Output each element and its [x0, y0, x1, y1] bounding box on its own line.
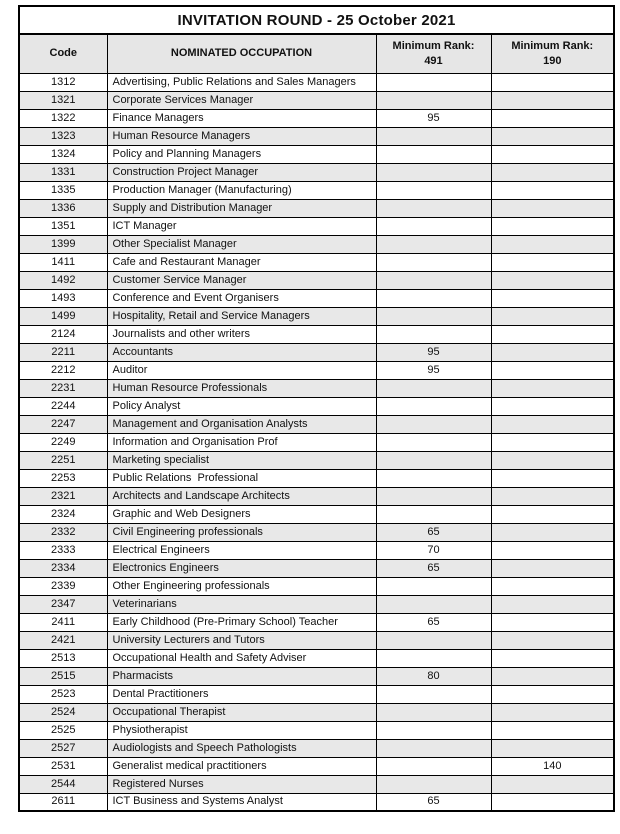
column-header-minimum-rank-491 [376, 34, 491, 73]
minimum-rank-190-cell [491, 613, 614, 631]
minimum-rank-190-cell [491, 127, 614, 145]
occupation-cell: Dental Practitioners [107, 685, 376, 703]
code-cell: 2212 [19, 361, 107, 379]
code-cell: 2339 [19, 577, 107, 595]
minimum-rank-190-cell [491, 577, 614, 595]
table-row [19, 451, 614, 469]
minimum-rank-190-cell [491, 595, 614, 613]
occupation-cell: Human Resource Managers [107, 127, 376, 145]
minimum-rank-190-cell [491, 163, 614, 181]
occupation-cell: Journalists and other writers [107, 325, 376, 343]
occupation-cell: Corporate Services Manager [107, 91, 376, 109]
minimum-rank-491-cell: 65 [376, 613, 491, 631]
table-row [19, 523, 614, 541]
table-row [19, 181, 614, 199]
minimum-rank-190-cell [491, 793, 614, 811]
minimum-rank-491-cell: 65 [376, 523, 491, 541]
minimum-rank-190-cell [491, 343, 614, 361]
table-row [19, 361, 614, 379]
minimum-rank-491-cell [376, 595, 491, 613]
occupation-cell: University Lecturers and Tutors [107, 631, 376, 649]
minimum-rank-491-cell [376, 289, 491, 307]
occupation-cell: Occupational Therapist [107, 703, 376, 721]
occupation-cell: Cafe and Restaurant Manager [107, 253, 376, 271]
minimum-rank-491-cell: 95 [376, 361, 491, 379]
minimum-rank-190-label: Minimum Rank: [511, 39, 594, 52]
minimum-rank-190-cell [491, 649, 614, 667]
occupation-cell: Human Resource Professionals [107, 379, 376, 397]
minimum-rank-491-cell: 95 [376, 343, 491, 361]
table-row [19, 271, 614, 289]
code-cell: 2544 [19, 775, 107, 793]
minimum-rank-190-cell [491, 91, 614, 109]
occupation-cell: Audiologists and Speech Pathologists [107, 739, 376, 757]
code-cell: 1331 [19, 163, 107, 181]
minimum-rank-190-cell [491, 379, 614, 397]
code-cell: 2333 [19, 541, 107, 559]
occupation-cell: Electronics Engineers [107, 559, 376, 577]
table-row [19, 757, 614, 775]
table-row [19, 739, 614, 757]
occupation-cell: Policy and Planning Managers [107, 145, 376, 163]
occupation-cell: Other Engineering professionals [107, 577, 376, 595]
minimum-rank-190-cell [491, 721, 614, 739]
minimum-rank-491-cell [376, 469, 491, 487]
minimum-rank-190-cell [491, 631, 614, 649]
code-cell: 2124 [19, 325, 107, 343]
minimum-rank-491-cell [376, 757, 491, 775]
table-row [19, 505, 614, 523]
occupation-cell: Customer Service Manager [107, 271, 376, 289]
code-cell: 2515 [19, 667, 107, 685]
table-row [19, 775, 614, 793]
minimum-rank-491-cell [376, 631, 491, 649]
code-cell: 2527 [19, 739, 107, 757]
table-row [19, 559, 614, 577]
minimum-rank-190-cell [491, 559, 614, 577]
code-cell: 2523 [19, 685, 107, 703]
minimum-rank-491-cell [376, 325, 491, 343]
occupation-cell: Early Childhood (Pre-Primary School) Teacher [107, 613, 376, 631]
code-cell: 1351 [19, 217, 107, 235]
minimum-rank-491-cell [376, 199, 491, 217]
minimum-rank-190-cell [491, 361, 614, 379]
minimum-rank-190-cell [491, 289, 614, 307]
minimum-rank-491-cell [376, 73, 491, 91]
table-row [19, 163, 614, 181]
code-cell: 2251 [19, 451, 107, 469]
minimum-rank-190-cell [491, 667, 614, 685]
minimum-rank-190-cell [491, 325, 614, 343]
occupation-cell: Management and Organisation Analysts [107, 415, 376, 433]
occupation-cell: ICT Business and Systems Analyst [107, 793, 376, 811]
table-row [19, 721, 614, 739]
table-row [19, 199, 614, 217]
code-cell: 2421 [19, 631, 107, 649]
minimum-rank-491-cell [376, 451, 491, 469]
table-row [19, 487, 614, 505]
minimum-rank-190-cell [491, 307, 614, 325]
table-row [19, 217, 614, 235]
invitation-round-table [18, 5, 615, 812]
code-cell: 2324 [19, 505, 107, 523]
occupation-cell: ICT Manager [107, 217, 376, 235]
title-row [19, 6, 614, 34]
code-cell: 1324 [19, 145, 107, 163]
minimum-rank-190-cell [491, 505, 614, 523]
minimum-rank-190-cell [491, 73, 614, 91]
occupation-cell: Veterinarians [107, 595, 376, 613]
minimum-rank-190-cell [491, 145, 614, 163]
table-row [19, 289, 614, 307]
minimum-rank-190-cell [491, 271, 614, 289]
table-row [19, 253, 614, 271]
table-row [19, 235, 614, 253]
occupation-cell: Marketing specialist [107, 451, 376, 469]
column-header-occupation: NOMINATED OCCUPATION [107, 34, 376, 73]
table-row [19, 343, 614, 361]
minimum-rank-190-cell [491, 415, 614, 433]
code-cell: 2247 [19, 415, 107, 433]
occupation-cell: Occupational Health and Safety Adviser [107, 649, 376, 667]
code-cell: 1492 [19, 271, 107, 289]
minimum-rank-491-cell [376, 505, 491, 523]
table-row [19, 469, 614, 487]
minimum-rank-491-cell [376, 649, 491, 667]
table-row [19, 379, 614, 397]
minimum-rank-491-cell [376, 433, 491, 451]
minimum-rank-491-cell [376, 235, 491, 253]
minimum-rank-491-cell [376, 127, 491, 145]
minimum-rank-491-cell: 70 [376, 541, 491, 559]
occupation-cell: Generalist medical practitioners [107, 757, 376, 775]
column-header-minimum-rank-190 [491, 34, 614, 73]
minimum-rank-491-cell [376, 145, 491, 163]
occupation-cell: Pharmacists [107, 667, 376, 685]
minimum-rank-491-label: Minimum Rank: [392, 39, 475, 52]
code-cell: 2524 [19, 703, 107, 721]
occupation-cell: Electrical Engineers [107, 541, 376, 559]
minimum-rank-190-cell [491, 397, 614, 415]
minimum-rank-190-cell [491, 685, 614, 703]
code-cell: 2411 [19, 613, 107, 631]
table-row [19, 649, 614, 667]
occupation-cell: Public Relations Professional [107, 469, 376, 487]
code-cell: 1411 [19, 253, 107, 271]
occupation-cell: Hospitality, Retail and Service Managers [107, 307, 376, 325]
occupation-cell: Other Specialist Manager [107, 235, 376, 253]
occupation-cell: Conference and Event Organisers [107, 289, 376, 307]
code-cell: 2244 [19, 397, 107, 415]
occupation-cell: Production Manager (Manufacturing) [107, 181, 376, 199]
occupation-cell: Policy Analyst [107, 397, 376, 415]
code-cell: 2231 [19, 379, 107, 397]
occupation-cell: Supply and Distribution Manager [107, 199, 376, 217]
table-row [19, 73, 614, 91]
minimum-rank-190-cell [491, 433, 614, 451]
table-row [19, 577, 614, 595]
code-cell: 2611 [19, 793, 107, 811]
minimum-rank-190-cell [491, 469, 614, 487]
minimum-rank-190-cell [491, 523, 614, 541]
occupation-cell: Graphic and Web Designers [107, 505, 376, 523]
minimum-rank-491-cell [376, 703, 491, 721]
table-row [19, 631, 614, 649]
code-cell: 2249 [19, 433, 107, 451]
minimum-rank-190-cell [491, 739, 614, 757]
minimum-rank-190-cell: 140 [491, 757, 614, 775]
table-row [19, 109, 614, 127]
table-row [19, 703, 614, 721]
minimum-rank-190-cell [491, 181, 614, 199]
occupation-cell: Architects and Landscape Architects [107, 487, 376, 505]
minimum-rank-190-number: 190 [543, 54, 562, 67]
table-row [19, 595, 614, 613]
minimum-rank-491-cell: 65 [376, 793, 491, 811]
code-cell: 2347 [19, 595, 107, 613]
minimum-rank-190-cell [491, 217, 614, 235]
table-row [19, 613, 614, 631]
minimum-rank-190-cell [491, 109, 614, 127]
occupation-cell: Finance Managers [107, 109, 376, 127]
code-cell: 2334 [19, 559, 107, 577]
code-cell: 2513 [19, 649, 107, 667]
code-cell: 1312 [19, 73, 107, 91]
minimum-rank-190-cell [491, 253, 614, 271]
minimum-rank-491-cell [376, 415, 491, 433]
minimum-rank-491-cell [376, 379, 491, 397]
code-cell: 2525 [19, 721, 107, 739]
code-cell: 1321 [19, 91, 107, 109]
minimum-rank-491-cell [376, 685, 491, 703]
code-cell: 2321 [19, 487, 107, 505]
minimum-rank-190-cell [491, 235, 614, 253]
code-cell: 1499 [19, 307, 107, 325]
table-row [19, 397, 614, 415]
minimum-rank-190-cell [491, 775, 614, 793]
minimum-rank-190-cell [491, 451, 614, 469]
minimum-rank-491-cell [376, 271, 491, 289]
minimum-rank-491-cell [376, 739, 491, 757]
minimum-rank-491-cell [376, 163, 491, 181]
minimum-rank-491-cell [376, 397, 491, 415]
table-row [19, 415, 614, 433]
occupation-cell: Civil Engineering professionals [107, 523, 376, 541]
occupation-cell: Auditor [107, 361, 376, 379]
code-cell: 1323 [19, 127, 107, 145]
minimum-rank-491-number: 491 [424, 54, 443, 67]
minimum-rank-491-cell [376, 91, 491, 109]
code-cell: 2531 [19, 757, 107, 775]
occupation-cell: Physiotherapist [107, 721, 376, 739]
occupation-cell: Construction Project Manager [107, 163, 376, 181]
minimum-rank-190-cell [491, 487, 614, 505]
code-cell: 1336 [19, 199, 107, 217]
occupation-cell: Registered Nurses [107, 775, 376, 793]
minimum-rank-491-cell: 80 [376, 667, 491, 685]
table-row [19, 307, 614, 325]
minimum-rank-491-cell [376, 217, 491, 235]
occupation-cell: Accountants [107, 343, 376, 361]
table-row [19, 685, 614, 703]
table-row [19, 433, 614, 451]
minimum-rank-491-cell [376, 307, 491, 325]
minimum-rank-190-cell [491, 703, 614, 721]
minimum-rank-491-cell: 95 [376, 109, 491, 127]
table-row [19, 541, 614, 559]
code-cell: 1335 [19, 181, 107, 199]
header-row [19, 34, 614, 73]
table-row [19, 325, 614, 343]
table-row [19, 127, 614, 145]
minimum-rank-190-cell [491, 541, 614, 559]
page-title: INVITATION ROUND - 25 October 2021 [19, 6, 614, 34]
minimum-rank-491-cell [376, 577, 491, 595]
occupation-rows [19, 73, 614, 811]
table-row [19, 91, 614, 109]
minimum-rank-190-cell [491, 199, 614, 217]
minimum-rank-491-cell [376, 487, 491, 505]
code-cell: 2332 [19, 523, 107, 541]
code-cell: 1322 [19, 109, 107, 127]
minimum-rank-491-cell [376, 181, 491, 199]
code-cell: 1493 [19, 289, 107, 307]
code-cell: 1399 [19, 235, 107, 253]
minimum-rank-491-cell: 65 [376, 559, 491, 577]
table-row [19, 145, 614, 163]
table-row [19, 667, 614, 685]
code-cell: 2211 [19, 343, 107, 361]
minimum-rank-491-cell [376, 775, 491, 793]
occupation-cell: Advertising, Public Relations and Sales Managers [107, 73, 376, 91]
code-cell: 2253 [19, 469, 107, 487]
minimum-rank-491-cell [376, 721, 491, 739]
minimum-rank-491-cell [376, 253, 491, 271]
occupation-cell: Information and Organisation Prof [107, 433, 376, 451]
column-header-code: Code [19, 34, 107, 73]
table-row [19, 793, 614, 811]
